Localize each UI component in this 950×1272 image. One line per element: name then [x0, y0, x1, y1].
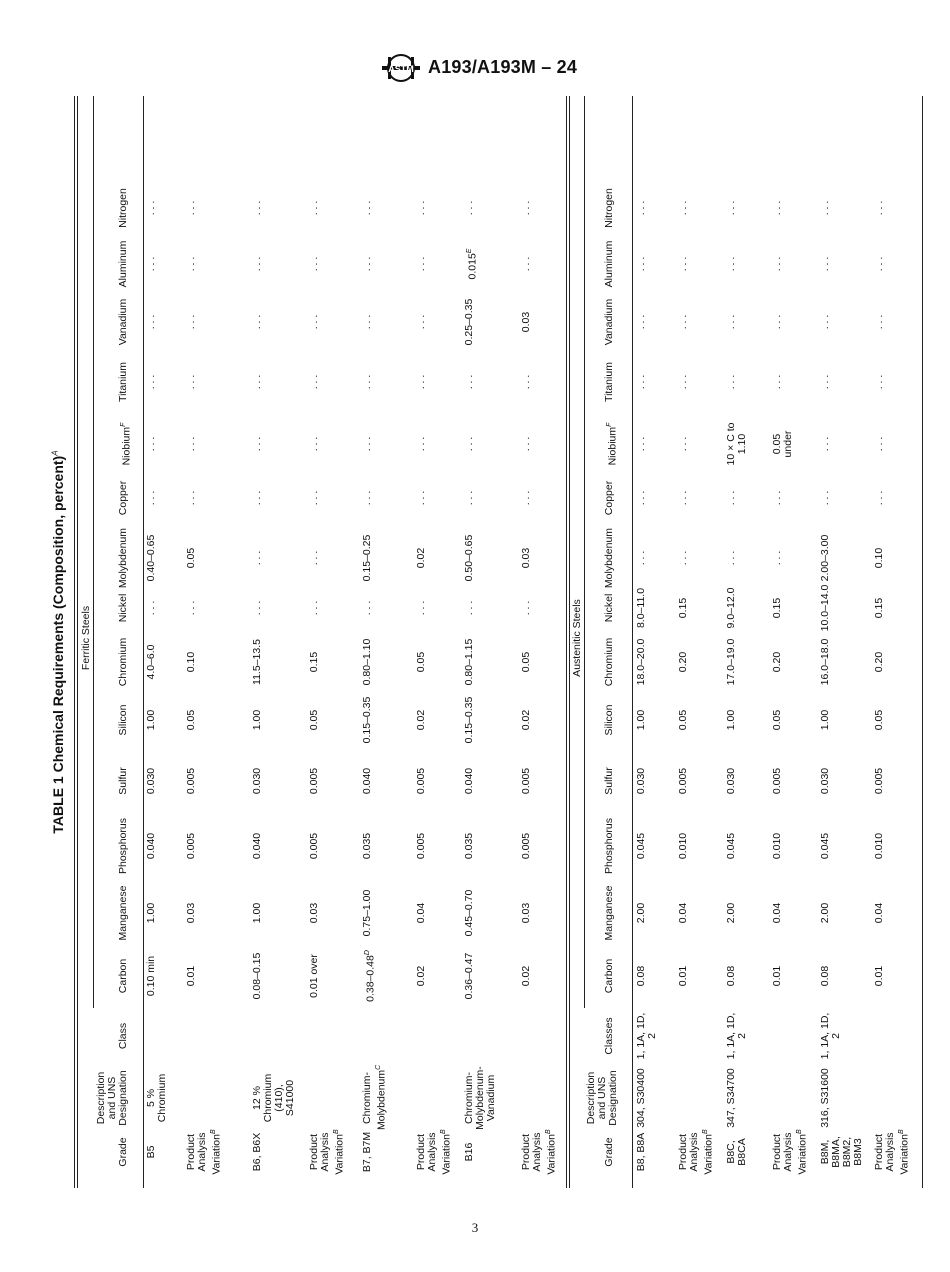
ferritic-row-3-molybdenum: . . . [308, 550, 320, 566]
ferritic-row-1-grade-note: B [210, 1129, 217, 1134]
austenitic-row-0-grade: B8, B8A [635, 1132, 647, 1172]
austenitic-heading: Austenitic Steels [571, 599, 583, 677]
austenitic-row-3-vanadium: . . . [771, 314, 783, 330]
austenitic-row-5-vanadium: . . . [873, 314, 885, 330]
ferritic-row-4-description-text: Chromium-Molybdenum [361, 1069, 388, 1130]
ferritic-row-2-silicon: 1.00 [251, 709, 263, 731]
austenitic-row-4-titanium: . . . [819, 374, 831, 390]
table-top-rule [74, 96, 78, 1188]
ferritic-row-2-phosphorus: 0.040 [251, 832, 263, 860]
aus-header-niobium-text: Niobium [606, 426, 619, 466]
austenitic-row-4-vanadium: . . . [819, 314, 831, 330]
ferritic-row-6-aluminum [464, 249, 479, 280]
ferritic-row-1-carbon: 0.01 [185, 965, 197, 987]
austenitic-row-3-nitrogen: . . . [771, 200, 783, 216]
austenitic-row-3-nickel: 0.15 [771, 597, 783, 619]
austenitic-row-5-copper: . . . [873, 490, 885, 506]
ferritic-row-4-nickel: . . . [361, 600, 373, 616]
austenitic-row-4-aluminum: . . . [819, 256, 831, 272]
ferritic-row-0-aluminum: . . . [145, 256, 157, 272]
ferritic-row-5-phosphorus: 0.005 [415, 832, 427, 860]
ferritic-row-3-grade-text: Product Analysis Variation [308, 1132, 346, 1175]
ferritic-row-6-copper: . . . [463, 490, 475, 506]
ferritic-row-6-sulfur: 0.040 [463, 767, 475, 795]
austenitic-row-3-copper: . . . [771, 490, 783, 506]
ferritic-row-6-niobium: . . . [463, 436, 475, 452]
austenitic-row-5-grade [874, 1125, 911, 1179]
austenitic-row-0-class: 1, 1A, 1D, 2 [635, 1012, 658, 1060]
ferritic-row-5-nitrogen: . . . [415, 200, 427, 216]
austenitic-row-3-grade-note: B [796, 1129, 803, 1134]
aus-header-vanadium: Vanadium [603, 298, 615, 346]
ferritic-row-4-copper: . . . [361, 490, 373, 506]
austenitic-row-3-aluminum: . . . [771, 256, 783, 272]
ferritic-row-3-carbon: 0.01 over [308, 954, 320, 998]
aus-header-titanium: Titanium [603, 362, 615, 402]
header-niobium-note: F [120, 422, 127, 427]
ferritic-row-3-copper: . . . [308, 490, 320, 506]
ferritic-row-6-nickel: . . . [463, 600, 475, 616]
ferritic-row-1-chromium: 0.10 [185, 651, 197, 673]
austenitic-row-4-niobium: . . . [819, 436, 831, 452]
austenitic-top-rule [566, 96, 570, 1188]
ferritic-row-7-copper: . . . [520, 490, 532, 506]
ferritic-row-1-titanium: . . . [185, 374, 197, 390]
austenitic-row-4-description: 316, S31600 [819, 1068, 831, 1128]
ferritic-row-1-sulfur: 0.005 [185, 767, 197, 795]
header-nickel: Nickel [117, 593, 129, 623]
austenitic-row-0-phosphorus: 0.045 [635, 832, 647, 860]
austenitic-row-4-nickel: 10.0–14.0 [819, 584, 831, 632]
austenitic-row-1-nickel: 0.15 [677, 597, 689, 619]
ferritic-row-1-phosphorus: 0.005 [185, 832, 197, 860]
ferritic-row-3-nitrogen: . . . [308, 200, 320, 216]
austenitic-row-3-carbon: 0.01 [771, 965, 783, 987]
austenitic-row-2-niobium: 10 × C to 1.10 [725, 422, 748, 466]
ferritic-row-0-copper: . . . [145, 490, 157, 506]
ferritic-row-4-silicon: 0.15–0.35 [361, 696, 373, 744]
ferritic-row-5-carbon: 0.02 [415, 965, 427, 987]
table-title: TABLE 1 Chemical Requirements (Composition, percent)$^A$ [50, 450, 66, 834]
ferritic-row-3-phosphorus: 0.005 [308, 832, 320, 860]
ferritic-row-5-aluminum: . . . [415, 256, 427, 272]
austenitic-row-3-grade-text: Product Analysis Variation [771, 1132, 809, 1175]
ferritic-row-5-grade [416, 1125, 453, 1179]
austenitic-row-5-nickel: 0.15 [873, 597, 885, 619]
ferritic-row-1-nitrogen: . . . [185, 200, 197, 216]
header-vanadium: Vanadium [117, 298, 129, 346]
ferritic-row-6-manganese: 0.45–0.70 [463, 889, 475, 937]
aus-header-carbon: Carbon [603, 958, 615, 994]
header-titanium: Titanium [117, 362, 129, 402]
austenitic-row-1-sulfur: 0.005 [677, 767, 689, 795]
ferritic-row-0-sulfur: 0.030 [145, 767, 157, 795]
ferritic-row-5-grade-text: Product Analysis Variation [415, 1132, 453, 1175]
ferritic-row-7-chromium: 0.05 [520, 651, 532, 673]
header-silicon: Silicon [117, 704, 129, 736]
ferritic-row-2-nickel: . . . [251, 600, 263, 616]
header-chromium: Chromium [117, 637, 129, 687]
austenitic-row-2-carbon: 0.08 [725, 965, 737, 987]
ferritic-row-1-silicon: 0.05 [185, 709, 197, 731]
austenitic-row-1-chromium: 0.20 [677, 651, 689, 673]
aus-header-silicon: Silicon [603, 704, 615, 736]
ferritic-row-4-titanium: . . . [361, 374, 373, 390]
austenitic-row-2-nickel: 9.0–12.0 [725, 587, 737, 629]
ferritic-row-6-description: Chromium-Molybdenum-Vanadium [463, 1066, 497, 1130]
ferritic-row-5-molybdenum: 0.02 [415, 547, 427, 569]
ferritic-row-6-chromium: 0.80–1.15 [463, 638, 475, 686]
austenitic-header-rule [632, 96, 633, 1188]
austenitic-row-0-copper: . . . [635, 490, 647, 506]
astm-logo-text: ASTM [388, 64, 414, 74]
ferritic-row-4-carbon-text: 0.38–0.48 [364, 955, 377, 1002]
ferritic-row-6-vanadium: 0.25–0.35 [463, 298, 475, 346]
austenitic-row-4-silicon: 1.00 [819, 709, 831, 731]
ferritic-row-6-nitrogen: . . . [463, 200, 475, 216]
aus-header-sulfur: Sulfur [603, 767, 615, 795]
table-bottom-rule [922, 96, 923, 1188]
austenitic-row-1-grade [678, 1125, 715, 1179]
austenitic-row-1-carbon: 0.01 [677, 965, 689, 987]
austenitic-row-0-manganese: 2.00 [635, 902, 647, 924]
ferritic-row-6-carbon: 0.36–0.47 [463, 952, 475, 1000]
austenitic-row-5-aluminum: . . . [873, 256, 885, 272]
ferritic-row-4-manganese: 0.75–1.00 [361, 889, 373, 937]
standard-designation: A193/A193M – 24 [428, 57, 578, 77]
austenitic-row-2-vanadium: . . . [725, 314, 737, 330]
austenitic-row-2-sulfur: 0.030 [725, 767, 737, 795]
austenitic-row-0-niobium: . . . [635, 436, 647, 452]
header-sulfur: Sulfur [117, 767, 129, 795]
ferritic-row-1-grade [186, 1125, 223, 1179]
aus-header-niobium-note: F [606, 422, 613, 427]
ferritic-row-1-copper: . . . [185, 490, 197, 506]
ferritic-row-3-grade-note: B [333, 1129, 340, 1134]
aus-header-grade: Grade [603, 1137, 615, 1167]
austenitic-row-5-grade-note: B [898, 1129, 905, 1134]
ferritic-row-4-vanadium: . . . [361, 314, 373, 330]
ferritic-row-3-titanium: . . . [308, 374, 320, 390]
austenitic-row-0-silicon: 1.00 [635, 709, 647, 731]
austenitic-row-3-manganese: 0.04 [771, 902, 783, 924]
ferritic-row-0-nitrogen: . . . [145, 200, 157, 216]
ferritic-row-7-manganese: 0.03 [520, 902, 532, 924]
aus-header-manganese: Manganese [603, 885, 615, 941]
header-molybdenum: Molybdenum [117, 527, 129, 589]
ferritic-row-2-titanium: . . . [251, 374, 263, 390]
ferritic-row-4-phosphorus: 0.035 [361, 832, 373, 860]
austenitic-row-0-molybdenum: . . . [635, 550, 647, 566]
ferritic-row-4-carbon-note: D [364, 950, 371, 956]
ferritic-row-4-aluminum: . . . [361, 256, 373, 272]
austenitic-row-0-description: 304, S30400 [635, 1068, 647, 1128]
ferritic-row-5-grade-note: B [440, 1129, 447, 1134]
aus-header-copper: Copper [603, 480, 615, 516]
ferritic-row-0-molybdenum: 0.40–0.65 [145, 534, 157, 582]
ferritic-row-0-manganese: 1.00 [145, 902, 157, 924]
header-nitrogen: Nitrogen [117, 188, 129, 228]
austenitic-row-0-nitrogen: . . . [635, 200, 647, 216]
ferritic-row-5-manganese: 0.04 [415, 902, 427, 924]
austenitic-row-4-grade: B8M, B8MA, B8M2, B8M3 [819, 1136, 864, 1168]
austenitic-row-3-niobium: 0.05 under [771, 430, 794, 458]
ferritic-row-1-molybdenum: 0.05 [185, 547, 197, 569]
table-title-note: A [50, 450, 60, 456]
ferritic-row-3-chromium: 0.15 [308, 651, 320, 673]
austenitic-row-3-grade [772, 1125, 809, 1179]
austenitic-row-5-grade-text: Product Analysis Variation [873, 1132, 911, 1175]
ferritic-row-1-manganese: 0.03 [185, 902, 197, 924]
austenitic-row-0-nickel: 8.0–11.0 [635, 587, 647, 629]
ferritic-row-6-titanium: . . . [463, 374, 475, 390]
ferritic-row-7-niobium: . . . [520, 436, 532, 452]
austenitic-row-4-class: 1, 1A, 1D, 2 [819, 1012, 842, 1060]
aus-header-description: Description and UNS Designation [585, 1070, 619, 1126]
ferritic-row-7-sulfur: 0.005 [520, 767, 532, 795]
austenitic-row-1-molybdenum: . . . [677, 550, 689, 566]
ferritic-row-7-molybdenum: 0.03 [520, 547, 532, 569]
ferritic-row-7-nickel: . . . [520, 600, 532, 616]
ferritic-row-6-phosphorus: 0.035 [463, 832, 475, 860]
austenitic-row-2-aluminum: . . . [725, 256, 737, 272]
austenitic-row-0-titanium: . . . [635, 374, 647, 390]
ferritic-row-4-carbon [362, 950, 377, 1002]
austenitic-row-0-sulfur: 0.030 [635, 767, 647, 795]
austenitic-row-2-nitrogen: . . . [725, 200, 737, 216]
austenitic-row-3-chromium: 0.20 [771, 651, 783, 673]
austenitic-row-2-silicon: 1.00 [725, 709, 737, 731]
austenitic-row-3-titanium: . . . [771, 374, 783, 390]
ferritic-row-4-grade: B7, B7M [361, 1131, 373, 1173]
ferritic-row-5-chromium: 0.05 [415, 651, 427, 673]
aus-header-niobium [604, 423, 619, 466]
header-phosphorus: Phosphorus [117, 817, 129, 875]
ferritic-row-2-manganese: 1.00 [251, 902, 263, 924]
ferritic-row-2-sulfur: 0.030 [251, 767, 263, 795]
austenitic-row-2-chromium: 17.0–19.0 [725, 638, 737, 686]
austenitic-row-1-grade-note: B [702, 1129, 709, 1134]
header-aluminum: Aluminum [117, 240, 129, 288]
austenitic-row-2-grade: B8C, B8CA [725, 1138, 748, 1166]
austenitic-row-4-phosphorus: 0.045 [819, 832, 831, 860]
ferritic-row-1-vanadium: . . . [185, 314, 197, 330]
ferritic-row-2-niobium: . . . [251, 436, 263, 452]
austenitic-row-3-sulfur: 0.005 [771, 767, 783, 795]
ferritic-row-4-nitrogen: . . . [361, 200, 373, 216]
ferritic-row-0-grade: B5 [145, 1145, 157, 1159]
ferritic-row-5-vanadium: . . . [415, 314, 427, 330]
austenitic-row-3-molybdenum: . . . [771, 550, 783, 566]
austenitic-row-0-aluminum: . . . [635, 256, 647, 272]
ferritic-row-2-copper: . . . [251, 490, 263, 506]
ferritic-row-3-manganese: 0.03 [308, 902, 320, 924]
austenitic-row-5-manganese: 0.04 [873, 902, 885, 924]
header-grade: Grade [117, 1137, 129, 1167]
ferritic-row-5-copper: . . . [415, 490, 427, 506]
ferritic-row-7-vanadium: 0.03 [520, 311, 532, 333]
aus-header-chromium: Chromium [603, 637, 615, 687]
ferritic-row-6-aluminum-note: E [466, 248, 473, 254]
ferritic-row-0-description: 5 % Chromium [145, 1073, 168, 1123]
austenitic-row-2-copper: . . . [725, 490, 737, 506]
austenitic-heading-rule [584, 96, 585, 1008]
ferritic-row-1-nickel: . . . [185, 600, 197, 616]
ferritic-row-3-sulfur: 0.005 [308, 767, 320, 795]
ferritic-row-2-vanadium: . . . [251, 314, 263, 330]
ferritic-row-7-grade-note: B [545, 1129, 552, 1134]
austenitic-row-4-copper: . . . [819, 490, 831, 506]
page-header [0, 52, 950, 86]
austenitic-row-4-carbon: 0.08 [819, 965, 831, 987]
ferritic-row-0-niobium: . . . [145, 436, 157, 452]
ferritic-row-1-grade-text: Product Analysis Variation [185, 1132, 223, 1175]
austenitic-row-1-manganese: 0.04 [677, 902, 689, 924]
aus-header-molybdenum: Molybdenum [603, 527, 615, 589]
austenitic-row-0-carbon: 0.08 [635, 965, 647, 987]
austenitic-row-0-vanadium: . . . [635, 314, 647, 330]
header-niobium [118, 423, 133, 466]
ferritic-row-0-titanium: . . . [145, 374, 157, 390]
aus-header-nitrogen: Nitrogen [603, 188, 615, 228]
ferritic-row-0-phosphorus: 0.040 [145, 832, 157, 860]
ferritic-row-2-carbon: 0.08–0.15 [251, 952, 263, 1000]
ferritic-row-7-titanium: . . . [520, 374, 532, 390]
ferritic-row-7-grade [521, 1125, 558, 1179]
austenitic-row-5-sulfur: 0.005 [873, 767, 885, 795]
ferritic-row-6-grade: B16 [463, 1142, 475, 1162]
austenitic-row-5-chromium: 0.20 [873, 651, 885, 673]
austenitic-row-3-silicon: 0.05 [771, 709, 783, 731]
header-class: Class [117, 1022, 129, 1050]
ferritic-row-4-description [362, 1066, 388, 1130]
austenitic-row-1-nitrogen: . . . [677, 200, 689, 216]
ferritic-row-5-silicon: 0.02 [415, 709, 427, 731]
ferritic-row-4-sulfur: 0.040 [361, 767, 373, 795]
rotated-table-region [50, 96, 926, 1188]
austenitic-row-1-vanadium: . . . [677, 314, 689, 330]
ferritic-header-rule [143, 96, 144, 1188]
ferritic-row-0-silicon: 1.00 [145, 709, 157, 731]
header-manganese: Manganese [117, 885, 129, 941]
ferritic-row-4-chromium: 0.80–1.10 [361, 638, 373, 686]
ferritic-row-3-aluminum: . . . [308, 256, 320, 272]
austenitic-row-5-molybdenum: 0.10 [873, 547, 885, 569]
austenitic-row-4-manganese: 2.00 [819, 902, 831, 924]
ferritic-row-7-nitrogen: . . . [520, 200, 532, 216]
austenitic-row-2-class: 1, 1A, 1D, 2 [725, 1012, 748, 1060]
ferritic-row-2-molybdenum: . . . [251, 550, 263, 566]
ferritic-row-2-aluminum: . . . [251, 256, 263, 272]
header-description: Description and UNS Designation [95, 1070, 129, 1126]
ferritic-row-6-molybdenum: 0.50–0.65 [463, 534, 475, 582]
ferritic-heading: Ferritic Steels [80, 605, 92, 671]
austenitic-row-2-titanium: . . . [725, 374, 737, 390]
ferritic-row-3-niobium: . . . [308, 436, 320, 452]
austenitic-row-2-description: 347, S34700 [725, 1068, 737, 1128]
header-carbon: Carbon [117, 958, 129, 994]
austenitic-row-1-silicon: 0.05 [677, 709, 689, 731]
ferritic-heading-rule [93, 96, 94, 1008]
austenitic-row-1-niobium: . . . [677, 436, 689, 452]
aus-header-nickel: Nickel [603, 593, 615, 623]
ferritic-row-1-aluminum: . . . [185, 256, 197, 272]
austenitic-row-4-chromium: 16.0–18.0 [819, 638, 831, 686]
austenitic-row-5-niobium: . . . [873, 436, 885, 452]
ferritic-row-7-aluminum: . . . [520, 256, 532, 272]
aus-header-phosphorus: Phosphorus [603, 817, 615, 875]
ferritic-row-2-grade: B6, B6X [251, 1132, 263, 1172]
austenitic-row-1-titanium: . . . [677, 374, 689, 390]
ferritic-row-6-silicon: 0.15–0.35 [463, 696, 475, 744]
austenitic-row-2-molybdenum: . . . [725, 550, 737, 566]
austenitic-row-3-phosphorus: 0.010 [771, 832, 783, 860]
austenitic-row-2-manganese: 2.00 [725, 902, 737, 924]
ferritic-row-7-phosphorus: 0.005 [520, 832, 532, 860]
ferritic-row-2-chromium: 11.5–13.5 [251, 639, 263, 685]
astm-logo [380, 52, 422, 84]
ferritic-row-5-niobium: . . . [415, 436, 427, 452]
ferritic-row-0-nickel: . . . [145, 600, 157, 616]
austenitic-row-5-nitrogen: . . . [873, 200, 885, 216]
austenitic-row-5-phosphorus: 0.010 [873, 832, 885, 860]
austenitic-row-1-copper: . . . [677, 490, 689, 506]
ferritic-row-3-grade [309, 1125, 346, 1179]
ferritic-row-3-vanadium: . . . [308, 314, 320, 330]
page-number: 3 [471, 1220, 479, 1235]
ferritic-row-3-silicon: 0.05 [308, 709, 320, 731]
aus-header-class: Classes [603, 1017, 615, 1055]
header-niobium-text: Niobium [120, 426, 133, 466]
austenitic-row-5-titanium: . . . [873, 374, 885, 390]
ferritic-row-7-silicon: 0.02 [520, 709, 532, 731]
ferritic-row-6-aluminum-text: 0.015 [466, 253, 479, 280]
ferritic-row-5-titanium: . . . [415, 374, 427, 390]
ferritic-row-4-niobium: . . . [361, 436, 373, 452]
austenitic-row-1-grade-text: Product Analysis Variation [677, 1132, 715, 1175]
ferritic-row-4-molybdenum: 0.15–0.25 [361, 534, 373, 582]
ferritic-row-5-nickel: . . . [415, 600, 427, 616]
austenitic-row-2-phosphorus: 0.045 [725, 832, 737, 860]
aus-header-aluminum: Aluminum [603, 240, 615, 288]
austenitic-row-1-phosphorus: 0.010 [677, 832, 689, 860]
ferritic-row-2-description: 12 % Chromium (410), S41000 [251, 1073, 296, 1123]
austenitic-row-4-nitrogen: . . . [819, 200, 831, 216]
austenitic-row-4-sulfur: 0.030 [819, 767, 831, 795]
austenitic-row-4-molybdenum: 2.00–3.00 [819, 534, 831, 582]
ferritic-row-5-sulfur: 0.005 [415, 767, 427, 795]
ferritic-row-7-grade-text: Product Analysis Variation [520, 1132, 558, 1175]
austenitic-row-5-silicon: 0.05 [873, 709, 885, 731]
ferritic-row-7-carbon: 0.02 [520, 965, 532, 987]
header-copper: Copper [117, 480, 129, 516]
ferritic-row-0-vanadium: . . . [145, 314, 157, 330]
ferritic-row-3-nickel: . . . [308, 600, 320, 616]
austenitic-row-1-aluminum: . . . [677, 256, 689, 272]
ferritic-row-0-chromium: 4.0–6.0 [145, 644, 157, 680]
ferritic-row-0-carbon: 0.10 min [145, 955, 157, 997]
ferritic-row-1-niobium: . . . [185, 436, 197, 452]
ferritic-row-4-description-note: C [375, 1064, 382, 1070]
ferritic-row-2-nitrogen: . . . [251, 200, 263, 216]
austenitic-row-5-carbon: 0.01 [873, 965, 885, 987]
austenitic-row-0-chromium: 18.0–20.0 [635, 638, 647, 686]
